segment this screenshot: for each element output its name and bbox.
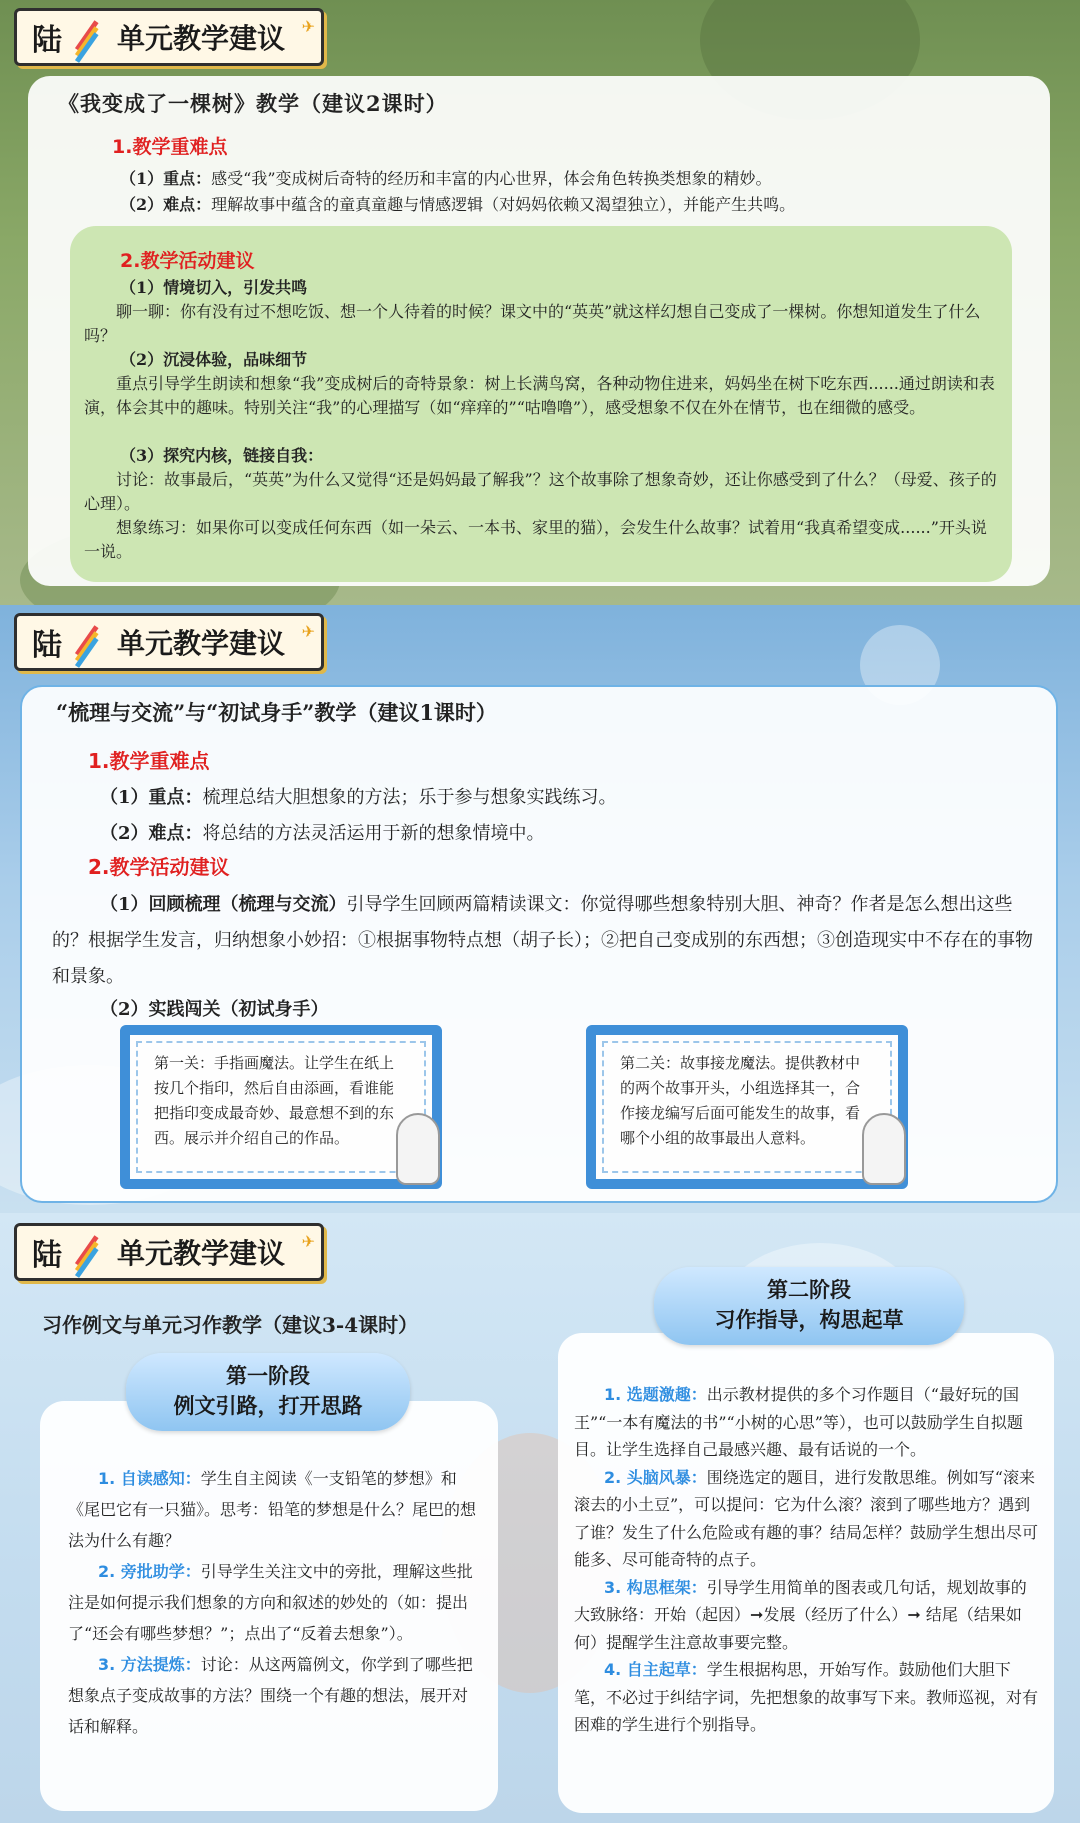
stage-2-subtitle: 习作指导，构思起草 [714,1308,904,1332]
unit-header [14,1223,324,1281]
challenge-card-1 [120,1025,442,1189]
stage-1-item-3: 3. 方法提炼：讨论：从这两篇例文，你学到了哪些把想象点子变成故事的方法？围绕一个有趣的想法，展开对话和解释。 [68,1655,473,1736]
unit-number: 陆 [32,1238,62,1273]
challenge-card-2 [586,1025,908,1189]
stage-2-pill [654,1267,964,1345]
unit-title: 单元教学建议 [117,22,286,55]
astronaut-icon [862,1113,906,1185]
heading-activities: 2.教学活动建议 [88,855,230,879]
stage-1-subtitle: 例文引路，打开思路 [173,1394,363,1418]
activity-3-text-2: 想象练习：如果你可以变成任何东西（如一朵云、一本书、家里的猫），会发生什么故事？试着用“我真希望变成......”开头说一说。 [84,518,987,561]
activity-2-title: （2）实践闯关（初试身手） [100,999,329,1020]
unit-title: 单元教学建议 [117,627,286,660]
stage-1-item-2: 2. 旁批助学：引导学生关注文中的旁批，理解这些批注是如何提示我们想象的方向和叙述的妙处的（如：提出了“还会有哪些梦想？”；点出了“反着去想象”）。 [68,1562,473,1643]
difficulty-line: （2）难点：将总结的方法灵活运用于新的想象情境中。 [100,823,545,844]
section-review-practice [0,605,1080,1213]
paper-plane-icon: ✈ [301,622,315,641]
activity-3-title: （3）探究内核，链接自我： [120,446,324,465]
rainbow-icon [77,17,111,57]
key-point-line: （1）重点：感受“我”变成树后奇特的经历和丰富的内心世界，体会角色转换类想象的精妙。 [120,169,772,188]
unit-number: 陆 [32,628,62,663]
challenge-card-text: 第二关：故事接龙魔法。提供教材中的两个故事开头，小组选择其一，合作接龙编写后面可能发生的故事，看哪个小组的故事最出人意料。 [602,1041,892,1173]
astronaut-icon [396,1113,440,1185]
paper-plane-icon: ✈ [301,1232,315,1251]
key-point-line: （1）重点：梳理总结大胆想象的方法；乐于参与想象实践练习。 [100,787,617,808]
activity-3-text-1: 讨论：故事最后，“英英”为什么又觉得“还是妈妈最了解我”？这个故事除了想象奇妙，还让你感受到了什么？（母爱、孩子的心理）。 [84,470,997,513]
heading-activities: 2.教学活动建议 [120,250,255,272]
unit-title: 单元教学建议 [117,1237,286,1270]
stage-2-box [558,1333,1054,1813]
paper-plane-icon: ✈ [301,17,315,36]
activity-1-paragraph: （1）回顾梳理（梳理与交流）引导学生回顾两篇精读课文：你觉得哪些想象特别大胆、神奇？作者是怎么想出这些的？根据学生发言，归纳想象小妙招：①根据事物特点想（胡子长）；②把自己变成别的东西想；③创造现实中不存在的事物和景象。 [52,894,1033,987]
activity-box [70,226,1012,582]
stage-2-item-3: 3. 构思框架：引导学生用简单的图表或几句话，规划故事的大致脉络：开始（起因）➞发展（经历了什么）➞ 结尾（结果如何）提醒学生注意故事要完整。 [574,1577,1027,1652]
rainbow-icon [77,622,111,662]
stage-1-box [40,1401,498,1811]
heading-key-points: 1.教学重难点 [88,749,210,773]
stage-2-label: 第二阶段 [767,1278,851,1302]
stage-2-item-4: 4. 自主起草：学生根据构思，开始写作。鼓励他们大胆下笔，不必过于纠结字词，先把想象的故事写下来。教师巡视，对有困难的学生进行个别指导。 [574,1660,1039,1734]
course-title: “梳理与交流”与“初试身手”教学（建议1课时） [56,700,497,725]
challenge-card-text: 第一关：手指画魔法。让学生在纸上按几个指印，然后自由添画，看谁能把指印变成最奇妙、最意想不到的东西。展示并介绍自己的作品。 [136,1041,426,1173]
unit-number: 陆 [32,23,62,58]
stage-1-label: 第一阶段 [226,1364,310,1388]
activity-1-title: （1）情境切入，引发共鸣 [120,278,308,297]
heading-key-points: 1.教学重难点 [112,136,228,158]
stage-1-pill [126,1353,410,1431]
difficulty-line: （2）难点：理解故事中蕴含的童真童趣与情感逻辑（对妈妈依赖又渴望独立），并能产生共鸣。 [120,195,796,214]
section-writing [0,1213,1080,1823]
activity-2-title: （2）沉浸体验，品味细节 [120,350,308,369]
activity-2-text: 重点引导学生朗读和想象“我”变成树后的奇特景象：树上长满鸟窝，各种动物住进来，妈妈坐在树下吃东西......通过朗读和表演，体会其中的趣味。特别关注“我”的心理描写（如“痒痒的”“咕噜噜”），感受想象不仅在外在情节，也在细微的感受。 [84,374,995,417]
stage-2-item-2: 2. 头脑风暴：围绕选定的题目，进行发散思维。例如写“滚来滚去的小土豆”，可以提问：它为什么滚？滚到了哪些地方？遇到了谁？发生了什么危险或有趣的事？结局怎样？鼓励学生想出尽可能多、尽可能奇特的点子。 [574,1467,1039,1569]
course-title: 《我变成了一棵树》教学（建议2课时） [58,91,448,116]
unit-header [14,613,324,671]
rainbow-icon [77,1232,111,1272]
stage-1-item-1: 1. 自读感知：学生自主阅读《一支铅笔的梦想》和《尾巴它有一只猫》。思考：铅笔的梦想是什么？尾巴的想法为什么有趣？ [68,1469,477,1550]
section-lesson-tree [0,0,1080,605]
course-title: 习作例文与单元习作教学（建议3-4课时） [42,1313,419,1337]
unit-header [14,8,324,66]
activity-1-text: 聊一聊：你有没有过不想吃饭、想一个人待着的时候？课文中的“英英”就这样幻想自己变成了一棵树。你想知道发生了什么吗？ [84,302,981,345]
stage-2-item-1: 1. 选题激趣：出示教材提供的多个习作题目（“最好玩的国王”“一本有魔法的书”“小树的心思”等），也可以鼓励学生自拟题目。让学生选择自己最感兴趣、最有话说的一个。 [574,1385,1023,1459]
